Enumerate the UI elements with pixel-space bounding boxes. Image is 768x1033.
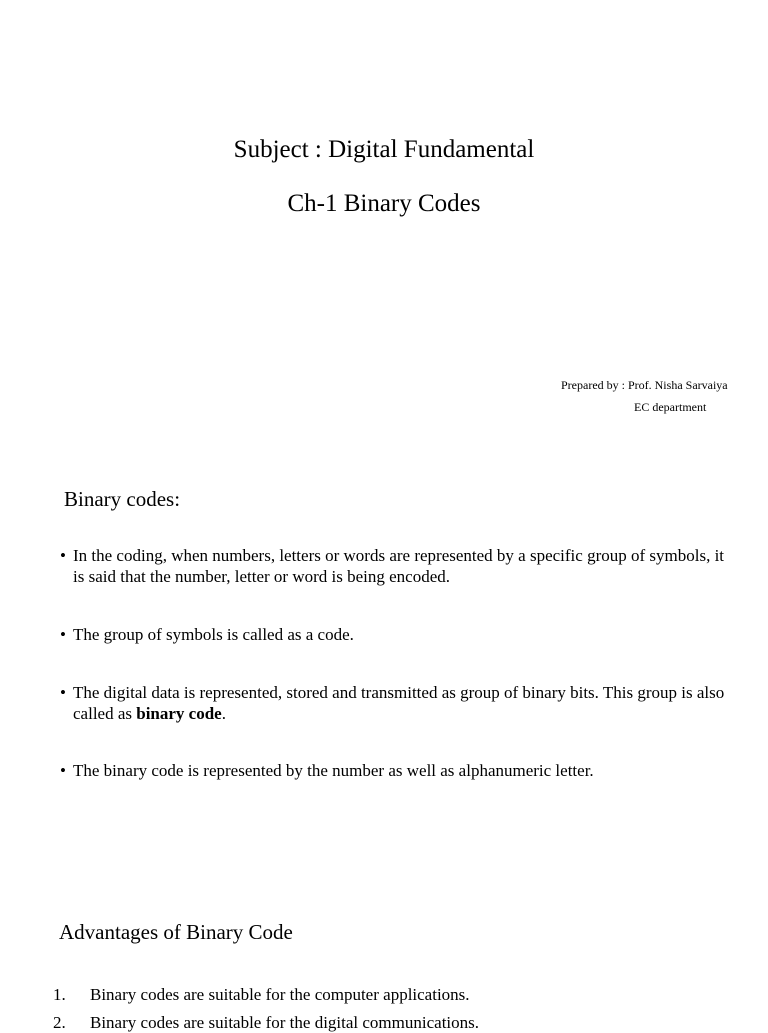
bullet-icon: •	[60, 546, 66, 565]
bullet-item-binary-code	[60, 682, 725, 724]
bullet-icon: •	[60, 761, 66, 780]
subject-title: Subject : Digital Fundamental	[233, 136, 535, 163]
department-text: EC department	[634, 400, 707, 414]
list-text: Binary codes are suitable for the computer applications.	[90, 985, 470, 1004]
bullet-text: In the coding, when numbers, letters or words are represented by a specific group of symbols, it is said that the number, letter or word is being encoded.	[73, 546, 725, 586]
bullet-text: The binary code is represented by the number as well as alphanumeric letter.	[73, 761, 594, 780]
bullet-icon: •	[60, 683, 66, 702]
list-number: 1.	[53, 985, 66, 1004]
bullet-icon: •	[60, 625, 66, 644]
bullet-item-encoding	[60, 545, 725, 587]
list-text: Binary codes are suitable for the digital communications.	[90, 1013, 479, 1032]
bullet-text-tail: .	[221, 704, 226, 723]
bullet-text: The group of symbols is called as a code.	[73, 625, 354, 644]
advantages-heading: Advantages of Binary Code	[59, 920, 293, 944]
bullet-item-code	[60, 624, 725, 645]
bullet-text-bold-term: binary code	[136, 704, 222, 723]
prepared-by-text: Prepared by : Prof. Nisha Sarvaiya	[561, 378, 728, 392]
bullet-text-lead: The digital data is represented, stored and transmitted as group of binary bits. This group is also called as	[73, 683, 725, 723]
bullet-text	[73, 683, 724, 723]
binary-codes-heading: Binary codes:	[64, 487, 181, 511]
list-number: 2.	[53, 1013, 66, 1032]
chapter-title: Ch-1 Binary Codes	[287, 190, 481, 217]
bullet-item-alphanumeric	[60, 760, 725, 781]
